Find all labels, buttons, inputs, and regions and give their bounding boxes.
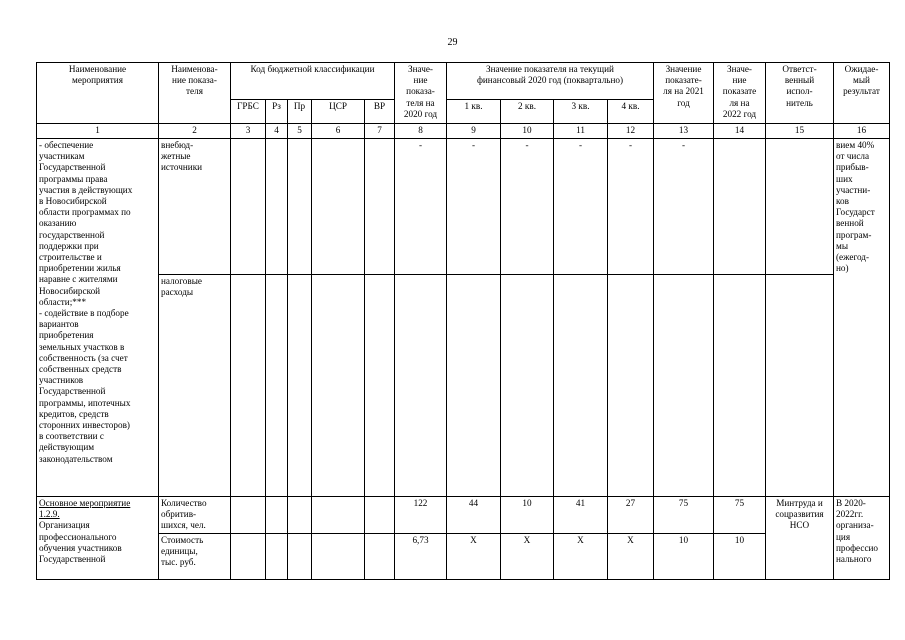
expected-result: В 2020- 2022гг. организа- ция профессио нального	[834, 497, 890, 580]
cell-empty	[365, 139, 395, 275]
column-number: 6	[312, 124, 365, 139]
main-activity-title: Основное мероприятие 1.2.9.	[39, 498, 131, 520]
value-2021: 75	[654, 497, 714, 534]
cell-empty	[231, 497, 266, 534]
indicator-tax-expenses: налоговые расходы	[159, 275, 231, 497]
value-q1: 44	[447, 497, 501, 534]
page-number: 29	[447, 37, 458, 48]
value-q1: X	[447, 534, 501, 580]
column-number: 4	[266, 124, 288, 139]
cell-empty	[608, 275, 654, 497]
cell-empty	[312, 139, 365, 275]
column-number: 16	[834, 124, 890, 139]
column-number: 14	[714, 124, 766, 139]
cell-empty	[288, 534, 312, 580]
header-activity-name: Наименование мероприятия	[37, 63, 159, 124]
header-responsible: Ответст- венный испол- нитель	[766, 63, 834, 124]
value-2022: 75	[714, 497, 766, 534]
column-number: 15	[766, 124, 834, 139]
cell-empty	[365, 275, 395, 497]
header-value-2022: Значе- ние показате ля на 2022 год	[714, 63, 766, 124]
column-number: 3	[231, 124, 266, 139]
header-q3: 3 кв.	[554, 100, 608, 124]
header-value-2021: Значение показате- ля на 2021 год	[654, 63, 714, 124]
column-number-row	[37, 124, 890, 139]
header-q1: 1 кв.	[447, 100, 501, 124]
column-number: 5	[288, 124, 312, 139]
value-2022: 10	[714, 534, 766, 580]
value-q2: X	[501, 534, 554, 580]
cell-empty	[501, 275, 554, 497]
cell-empty	[766, 275, 834, 497]
value-q1: -	[447, 139, 501, 275]
value-q3: -	[554, 139, 608, 275]
activity-description: - обеспечение участникам Государственной программы права участия в действующих в Новосибирской области программах по оказанию государственной поддержки при строительстве и приобретении жилья наравне с жителями Новосибирской области;*** - содействие в подборе вариантов приобретения земельных участков в собственность (за счет собственных средств участников Государственной программы, ипотечных кредитов, средств сторонних инвесторов) в соответствии с действующим законодательством	[37, 139, 159, 497]
header-current-year: Значение показателя на текущий финансовый 2020 год (поквартально)	[447, 63, 654, 100]
column-number: 13	[654, 124, 714, 139]
column-number: 7	[365, 124, 395, 139]
column-number: 9	[447, 124, 501, 139]
table-row	[37, 139, 890, 275]
header-vr: ВР	[365, 100, 395, 124]
value-q3: X	[554, 534, 608, 580]
indicator-extrabudgetary: внебюд- жетные источники	[159, 139, 231, 275]
header-expected-result: Ожидае- мый результат	[834, 63, 890, 124]
table-row	[37, 497, 890, 534]
responsible-executor: Минтруда и соцразвития НСО	[766, 497, 834, 580]
indicator-unit-cost: Стоимость единицы, тыс. руб.	[159, 534, 231, 580]
cell-empty	[365, 497, 395, 534]
cell-empty	[266, 275, 288, 497]
cell-empty	[288, 497, 312, 534]
table-row	[37, 534, 890, 580]
column-number: 1	[37, 124, 159, 139]
header-q4: 4 кв.	[608, 100, 654, 124]
expected-result: вием 40% от числа прибыв- ших участни- ков Государст венной програм- мы (ежегод- но)	[834, 139, 890, 497]
column-number: 2	[159, 124, 231, 139]
value-q3: 41	[554, 497, 608, 534]
cell-empty	[447, 275, 501, 497]
header-value-2020: Значе- ние показа- теля на 2020 год	[395, 63, 447, 124]
main-activity-1-2-9	[37, 497, 159, 580]
cell-empty	[654, 275, 714, 497]
cell-empty	[266, 534, 288, 580]
cell-empty	[266, 139, 288, 275]
value-q4: -	[608, 139, 654, 275]
responsible-empty	[766, 139, 834, 275]
main-activity-text: Организация профессионального обучения участников Государственной	[39, 520, 122, 565]
value-q2: -	[501, 139, 554, 275]
table-row	[37, 275, 890, 497]
header-rz: Рз	[266, 100, 288, 124]
value-q4: X	[608, 534, 654, 580]
cell-empty	[288, 275, 312, 497]
value-2022	[714, 139, 766, 275]
cell-empty	[312, 497, 365, 534]
cell-empty	[231, 534, 266, 580]
value-q4: 27	[608, 497, 654, 534]
cell-empty	[365, 534, 395, 580]
value-2020: 6,73	[395, 534, 447, 580]
cell-empty	[312, 275, 365, 497]
value-2020: -	[395, 139, 447, 275]
cell-empty	[231, 275, 266, 497]
header-budget-code: Код бюджетной классификации	[231, 63, 395, 100]
cell-empty	[231, 139, 266, 275]
cell-empty	[288, 139, 312, 275]
header-q2: 2 кв.	[501, 100, 554, 124]
header-grbs: ГРБС	[231, 100, 266, 124]
header-csr: ЦСР	[312, 100, 365, 124]
cell-empty	[714, 275, 766, 497]
header-indicator-name: Наименова- ние показа- теля	[159, 63, 231, 124]
indicator-trained-count: Количество обритив- шихся, чел.	[159, 497, 231, 534]
value-2021: -	[654, 139, 714, 275]
column-number: 10	[501, 124, 554, 139]
value-2020: 122	[395, 497, 447, 534]
cell-empty	[395, 275, 447, 497]
value-q2: 10	[501, 497, 554, 534]
column-number: 11	[554, 124, 608, 139]
value-2021: 10	[654, 534, 714, 580]
header-pr: Пр	[288, 100, 312, 124]
cell-empty	[312, 534, 365, 580]
column-number: 8	[395, 124, 447, 139]
cell-empty	[554, 275, 608, 497]
indicators-table	[36, 62, 890, 580]
cell-empty	[266, 497, 288, 534]
column-number: 12	[608, 124, 654, 139]
